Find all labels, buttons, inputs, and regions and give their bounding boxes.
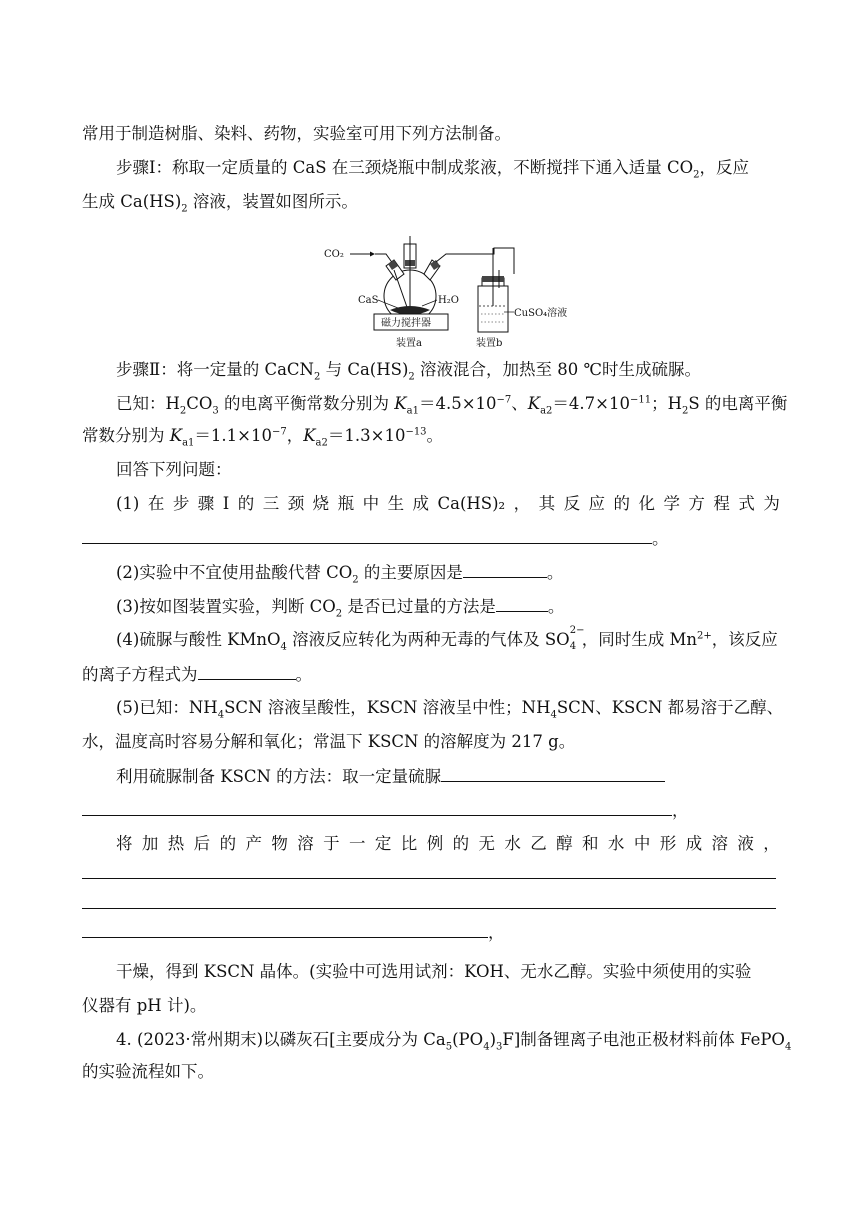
q1-line2: 。	[82, 526, 782, 551]
q4-answer-blank[interactable]	[198, 662, 296, 680]
method-blank-4[interactable]	[82, 908, 776, 909]
device-b-label: 装置b	[476, 338, 503, 349]
q-next-line1: 4. (2023·常州期末)以磷灰石[主要成分为 $Ca_5(PO_4)_3F$]制备锂离子电池正极材料前体 FePO$_4$	[116, 1030, 792, 1053]
stirrer-label: 磁力搅拌器	[381, 318, 431, 329]
known-line2: 常数分别为 $K_{a1}=1.1\times 10^{-7}$，$K_{a2}=1.3\times 10^{-13}$。	[82, 426, 444, 449]
apparatus-figure	[318, 236, 578, 350]
q2-text: (2)实验中不宜使用盐酸代替 $CO_2$ 的主要原因是 。	[116, 560, 816, 585]
h2o-label: H₂O	[438, 295, 459, 306]
method-blank-5[interactable]	[82, 920, 488, 938]
q5-line1: (5)已知：$NH_4SCN$ 溶液呈酸性，KSCN 溶液呈中性；$NH_4SCN$、KSCN 都易溶于乙醇、	[116, 698, 784, 721]
method-line1: 利用硫脲制备 KSCN 的方法：取一定量硫脲	[116, 764, 816, 789]
answer-prompt: 回答下列问题：	[116, 460, 232, 479]
so4-charge: 2− 4	[569, 625, 585, 652]
connecting-tube	[436, 248, 514, 274]
q-next-line2: 的实验流程如下。	[82, 1062, 214, 1081]
method-line-blank5: ，	[82, 920, 782, 945]
step1-line2: 生成 $Ca(HS)_2$ 溶液，装置如图所示。	[82, 192, 358, 215]
method-blank-1[interactable]	[441, 764, 665, 782]
co2-arrowhead	[370, 252, 375, 257]
intro-text: 常用于制造树脂、染料、药物，实验室可用下列方法制备。	[82, 124, 511, 143]
q2-answer-blank[interactable]	[463, 560, 547, 578]
method-line2: ，	[82, 798, 782, 823]
co2-label: CO₂	[324, 249, 344, 260]
step2-text: 步骤Ⅱ：将一定量的 CaCN$_2$ 与 $Ca(HS)_2$ 溶液混合，加热至 80 ℃时生成硫脲。	[116, 360, 701, 383]
cas-label: CaS	[358, 295, 379, 306]
method-line5: 仪器有 pH 计)。	[82, 996, 207, 1015]
q1-line1: (1) 在 步 骤 Ⅰ 的 三 颈 烧 瓶 中 生 成 Ca(HS)₂ ， 其 反 应 的 化 学 方 程 式 为	[116, 494, 780, 513]
method-blank-2[interactable]	[82, 798, 672, 816]
cuso4-solution	[479, 306, 507, 331]
method-line3: 将 加 热 后 的 产 物 溶 于 一 定 比 例 的 无 水 乙 醇 和 水 中 形 成 溶 液 ，	[116, 834, 780, 853]
q3-answer-blank[interactable]	[496, 594, 548, 612]
q5-line2: 水，温度高时容易分解和氧化；常温下 KSCN 的溶解度为 217 g。	[82, 732, 576, 751]
step1-line1: 步骤Ⅰ：称取一定质量的 CaS 在三颈烧瓶中制成浆液，不断搅拌下通入适量 $CO_2$，反应	[116, 158, 750, 181]
cuso4-label: CuSO₄溶液	[514, 308, 568, 319]
q4-line1: (4)硫脲与酸性 KMnO$_4$ 溶液反应转化为两种无毒的气体及 SO 2− 4 ，同时生成 $Mn^{2+}$，该反应	[116, 625, 778, 653]
method-line4: 干燥，得到 KSCN 晶体。(实验中可选用试剂：KOH、无水乙醇。实验中须使用的实验	[116, 962, 752, 981]
known-line1: 已知：$H_2CO_3$ 的电离平衡常数分别为 $K_{a1}=4.5\times 10^{-7}$、$K_{a2}=4.7\times 10^{-11}$；$H_2S$ 的电离平衡	[116, 394, 788, 417]
method-blank-3[interactable]	[82, 878, 776, 879]
q4-line2: 的离子方程式为 。	[82, 662, 782, 687]
device-a-label: 装置a	[396, 338, 422, 349]
q3-text: (3)按如图装置实验，判断 $CO_2$ 是否已过量的方法是 。	[116, 594, 816, 619]
q1-answer-blank[interactable]	[82, 526, 652, 544]
